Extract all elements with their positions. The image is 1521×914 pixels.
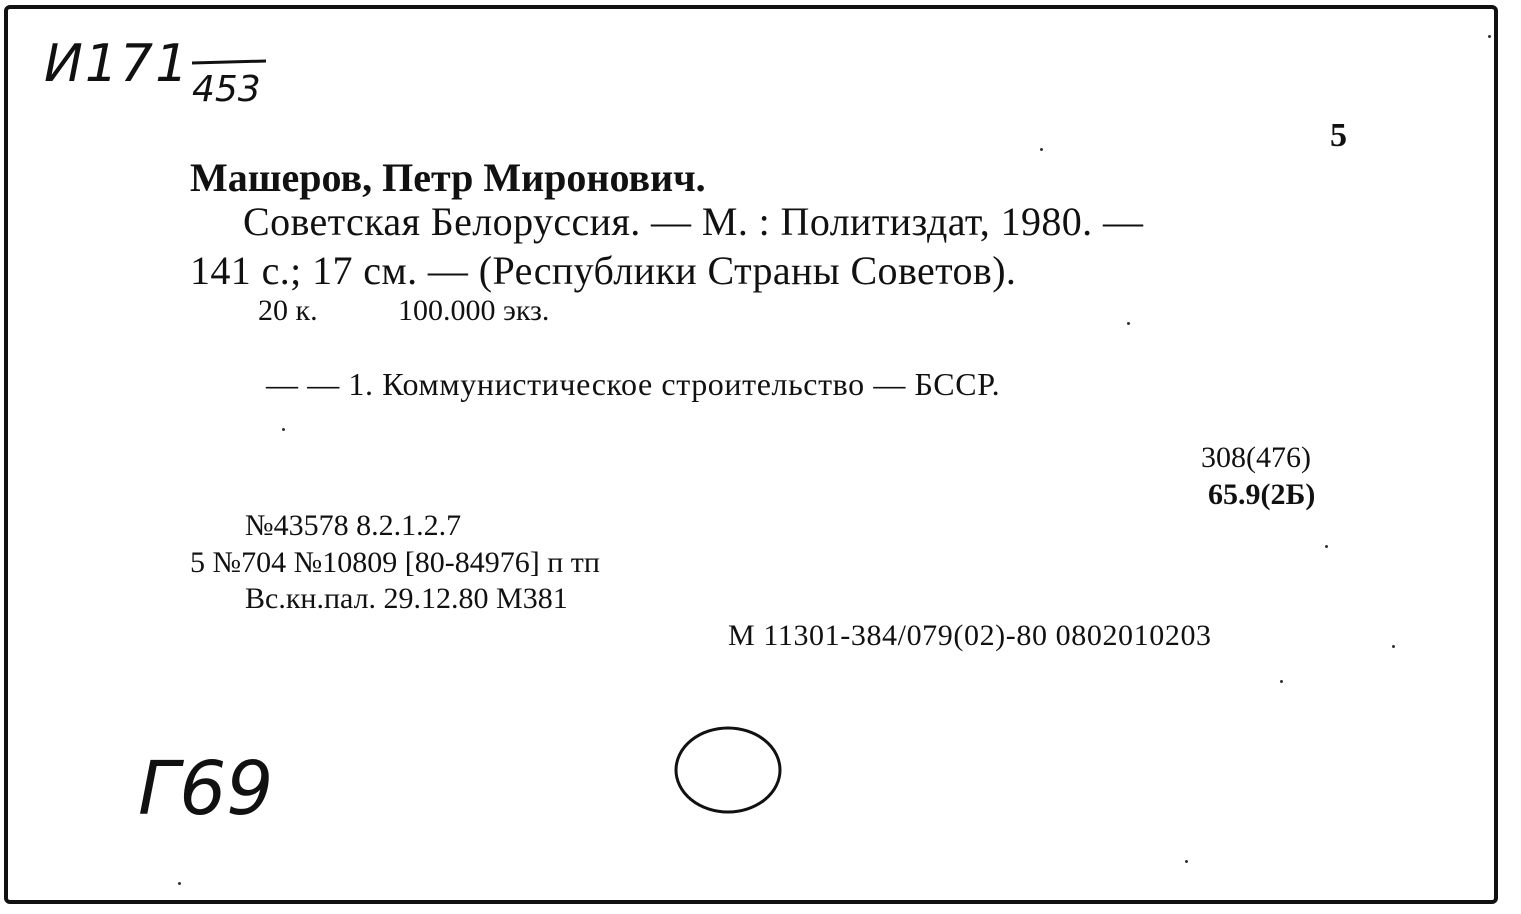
classification-bbk: 65.9(2Б) [1208, 478, 1316, 511]
handwritten-shelfmark: И171 [44, 34, 191, 94]
scan-speck [282, 428, 285, 431]
author-heading: Машеров, Петр Миронович. [190, 155, 706, 200]
scan-speck [1392, 645, 1395, 648]
punch-hole-icon [672, 722, 788, 818]
catalog-line-3: Вс.кн.пал. 29.12.80 М381 [245, 582, 568, 615]
classification-udc: 308(476) [1201, 441, 1311, 474]
price: 20 к. [258, 294, 318, 327]
scan-speck [1040, 148, 1043, 151]
publisher-code-line: М 11301-384/079(02)-80 0802010203 [728, 619, 1212, 652]
scan-speck [1325, 545, 1328, 548]
handwritten-subnumber: 453 [192, 69, 261, 110]
scan-speck [1280, 680, 1283, 683]
handwritten-bottom-mark: Г69 [138, 746, 274, 832]
catalog-line-2: 5 №704 №10809 [80-84976] п тп [190, 546, 600, 579]
card-number: 5 [1330, 117, 1347, 154]
title-imprint-line: Советская Белоруссия. — М. : Политиздат, 1980. — [243, 199, 1144, 244]
subject-heading: — — 1. Коммунистическое строительство — БССР. [266, 366, 1001, 402]
scan-speck [1127, 322, 1130, 325]
scan-speck [1488, 35, 1491, 38]
scan-speck [1185, 860, 1188, 863]
shelfmark-underline [190, 58, 270, 68]
physical-description-line: 141 с.; 17 см. — (Республики Страны Советов). [190, 248, 1017, 293]
catalog-line-1: №43578 8.2.1.2.7 [245, 509, 462, 542]
print-run: 100.000 экз. [398, 294, 550, 327]
scan-speck [178, 882, 181, 885]
